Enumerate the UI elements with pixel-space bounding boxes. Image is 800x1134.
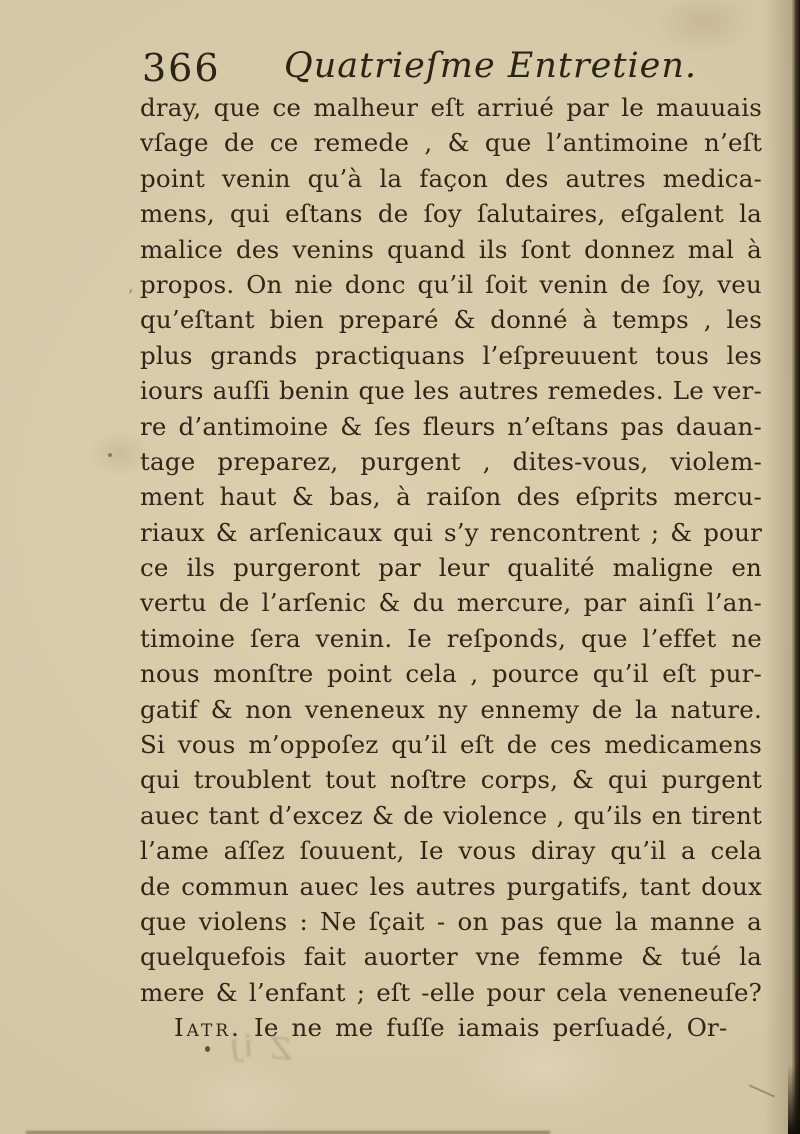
text-line: nous monſtre point cela , pource qu’il eſt pur- — [140, 659, 762, 689]
text-line: gatif & non veneneux ny ennemy de la nature. — [140, 694, 762, 724]
text-line: re d’antimoine & ſes fleurs n’eſtans pas dauan- — [140, 411, 762, 441]
text-line: tage preparez, purgent , dites-vous, violem- — [140, 446, 762, 476]
text-line: propos. On nie donc qu’il ſoit venin de ſoy, veu — [140, 269, 762, 299]
text-line: qui troublent tout noſtre corps, & qui purgent — [140, 765, 762, 795]
paper-scratch — [749, 1084, 775, 1097]
text-line: auec tant d’excez & de violence , qu’ils en tirent — [140, 800, 762, 830]
speaker-name: Iatr. — [174, 1013, 242, 1043]
text-line: vertu de l’arſenic & du mercure, par ainſi l’an- — [140, 588, 762, 618]
text-line: vſage de ce remede , & que l’antimoine n’eſt — [140, 128, 762, 158]
page-edge-right — [792, 0, 800, 1134]
ink-speck — [108, 453, 112, 457]
page-number: 366 — [142, 46, 221, 90]
text-line: malice des venins quand ils ſont donnez mal à — [140, 234, 762, 264]
text-line: qu’eſtant bien preparé & donné à temps , les — [140, 305, 762, 335]
text-line: mere & l’enfant ; eſt -elle pour cela veneneuſe? — [140, 977, 762, 1007]
text-line: quelquefois fait auorter vne femme & tué la — [140, 942, 762, 972]
text-line: de commun auec les autres purgatifs, tant doux — [140, 871, 762, 901]
body-text-block — [140, 90, 762, 1046]
text-line: iours auſſi benin que les autres remedes. Le ver- — [140, 376, 762, 406]
text-line: dray, que ce malheur eſt arriué par le mauuais — [140, 93, 762, 122]
running-header: Quatrieſme Entretien. — [284, 46, 698, 86]
page-gutter-shadow — [763, 0, 793, 1134]
margin-mark: ’ — [128, 286, 134, 305]
text-line: ce ils purgeront par leur qualité maligne en — [140, 553, 762, 583]
text-line: plus grands practiquans l’eſpreuuent tous les — [140, 340, 762, 370]
page-header — [0, 40, 800, 96]
text-line: ment haut & bas, à raiſon des eſprits mercu- — [140, 482, 762, 512]
speaker-line-text: Ie ne me fuſſe iamais perſuadé, Or- — [253, 1013, 728, 1043]
text-line: que violens : Ne ſçait - on pas que la manne a — [140, 906, 762, 936]
ink-speck — [205, 1046, 210, 1052]
text-line: l’ame aſſez ſouuent, Ie vous diray qu’il a cela — [140, 836, 762, 866]
text-line: timoine ſera venin. Ie reſponds, que l’effet ne — [140, 623, 762, 653]
text-line: Si vous m’oppoſez qu’il eſt de ces medicamens — [140, 730, 762, 760]
show-through-mark: Z ij — [224, 1027, 293, 1068]
text-line: mens, qui eſtans de ſoy ſalutaires, eſgalent la — [140, 199, 762, 229]
text-line: riaux & arſenicaux qui s’y rencontrent ; & pour — [140, 517, 762, 547]
text-line: point venin qu’à la façon des autres medica- — [140, 163, 762, 193]
